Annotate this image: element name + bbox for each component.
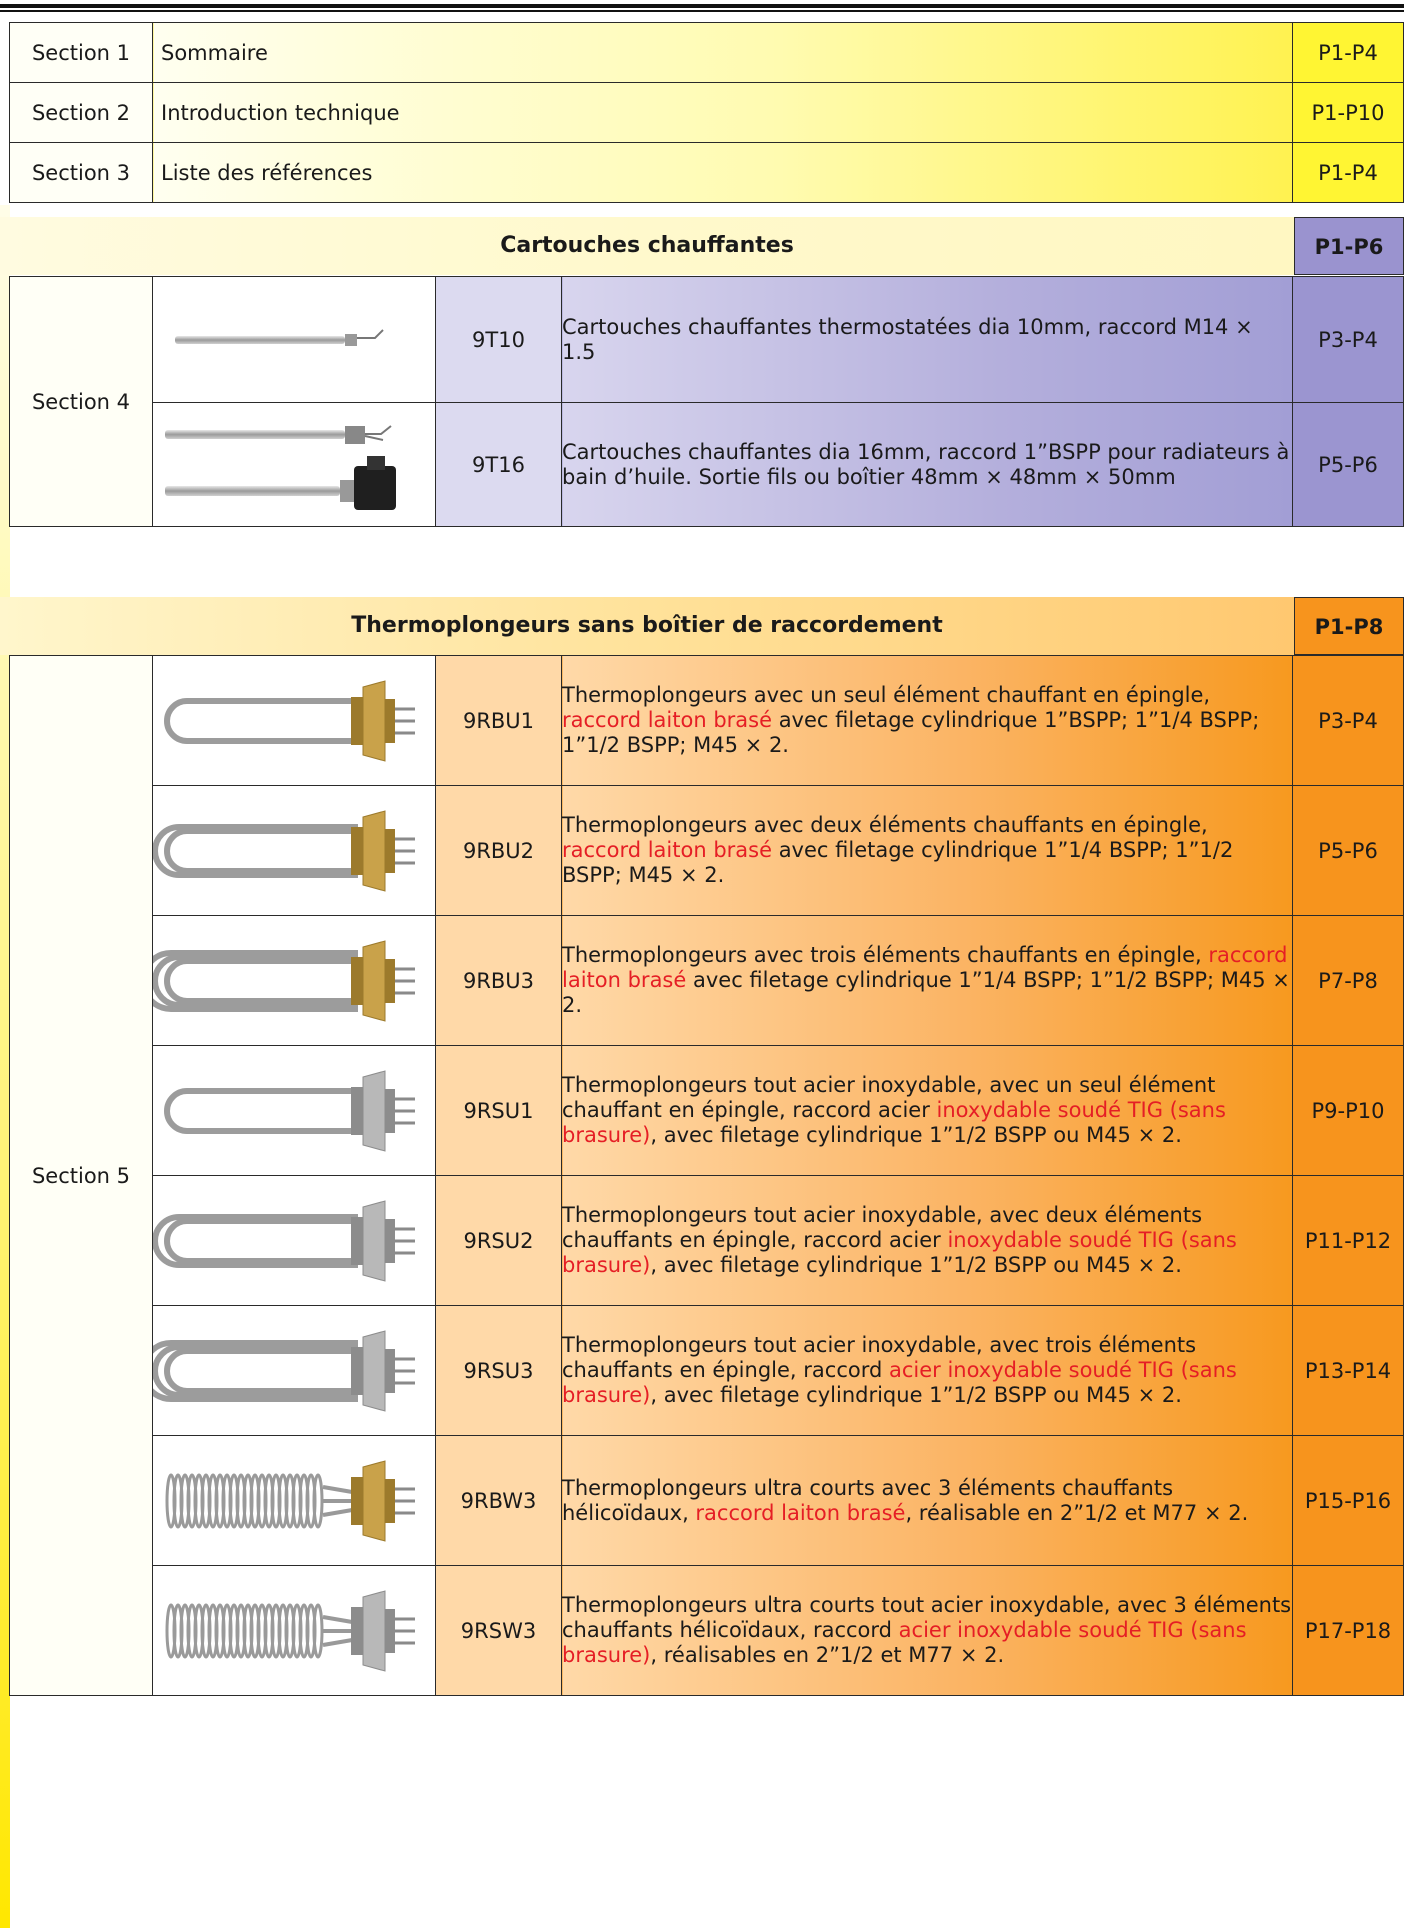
product-image bbox=[153, 1436, 436, 1566]
product-desc bbox=[562, 1566, 1293, 1696]
product-code: 9RSW3 bbox=[436, 1566, 562, 1696]
toc-title: Liste des références bbox=[153, 143, 1293, 203]
product-row[interactable] bbox=[10, 1436, 1404, 1566]
toc-section: Section 3 bbox=[10, 143, 153, 203]
product-desc bbox=[562, 1046, 1293, 1176]
group-pages: P1-P8 bbox=[1294, 597, 1404, 655]
highlighted-text: inoxydable soudé TIG (sans brasure) bbox=[562, 1098, 1226, 1147]
toc-row[interactable] bbox=[10, 83, 1404, 143]
toc-row[interactable] bbox=[10, 23, 1404, 83]
product-image bbox=[153, 1566, 436, 1696]
product-pages: P7-P8 bbox=[1293, 916, 1404, 1046]
product-pages: P3-P4 bbox=[1293, 277, 1404, 403]
immersion-heater-icon bbox=[153, 1437, 435, 1565]
desc-text: Cartouches chauffantes thermostatées dia 10mm, raccord M14 × 1.5 bbox=[562, 314, 1253, 364]
product-code: 9T16 bbox=[436, 403, 562, 527]
product-desc bbox=[562, 403, 1293, 527]
product-row[interactable] bbox=[10, 1176, 1404, 1306]
product-image bbox=[153, 277, 436, 403]
desc-text: , avec filetage cylindrique 1”1/2 BSPP ou M45 × 2. bbox=[650, 1123, 1182, 1147]
group-pages: P1-P6 bbox=[1294, 217, 1404, 275]
desc-text: avec filetage cylindrique 1”1/4 BSPP; 1”1/2 BSPP; M45 × 2. bbox=[562, 968, 1290, 1017]
product-image bbox=[153, 656, 436, 786]
toc-section: Section 2 bbox=[10, 83, 153, 143]
product-image bbox=[153, 1046, 436, 1176]
product-code: 9RSU2 bbox=[436, 1176, 562, 1306]
product-image bbox=[153, 916, 436, 1046]
highlighted-text: raccord laiton brasé bbox=[562, 943, 1288, 992]
desc-text: avec filetage cylindrique 1”BSPP; 1”1/4 BSPP; 1”1/2 BSPP; M45 × 2. bbox=[562, 708, 1260, 757]
product-row[interactable] bbox=[10, 656, 1404, 786]
product-desc bbox=[562, 656, 1293, 786]
product-desc bbox=[562, 916, 1293, 1046]
desc-text: , réalisable en 2”1/2 et M77 × 2. bbox=[905, 1500, 1249, 1525]
toc-table bbox=[9, 22, 1404, 203]
product-desc bbox=[562, 277, 1293, 403]
product-pages: P5-P6 bbox=[1293, 786, 1404, 916]
product-image bbox=[153, 1176, 436, 1306]
top-rule-thin bbox=[0, 10, 1404, 12]
product-code: 9RSU3 bbox=[436, 1306, 562, 1436]
product-row[interactable] bbox=[10, 1566, 1404, 1696]
product-row[interactable] bbox=[10, 403, 1404, 527]
product-code: 9T10 bbox=[436, 277, 562, 403]
product-code: 9RSU1 bbox=[436, 1046, 562, 1176]
product-image bbox=[153, 403, 436, 527]
toc-pages: P1-P4 bbox=[1293, 143, 1404, 203]
product-desc bbox=[562, 1436, 1293, 1566]
desc-text: Thermoplongeurs tout acier inoxydable, avec un seul élément chauffant en épingle, raccord acier bbox=[562, 1073, 1216, 1122]
highlighted-text: inoxydable soudé TIG (sans brasure) bbox=[562, 1228, 1237, 1277]
desc-text: Thermoplongeurs tout acier inoxydable, avec deux éléments chauffants en épingle, raccord acier bbox=[562, 1203, 1203, 1252]
product-pages: P17-P18 bbox=[1293, 1566, 1404, 1696]
section-label: Section 5 bbox=[10, 656, 153, 1696]
toc-pages: P1-P4 bbox=[1293, 23, 1404, 83]
product-pages: P13-P14 bbox=[1293, 1306, 1404, 1436]
product-image bbox=[153, 786, 436, 916]
desc-text: , avec filetage cylindrique 1”1/2 BSPP ou M45 × 2. bbox=[650, 1253, 1182, 1277]
immersion-heater-icon bbox=[153, 657, 435, 785]
desc-text: Thermoplongeurs ultra courts avec 3 éléments chauffants hélicoïdaux, bbox=[562, 1475, 1174, 1525]
desc-text: Thermoplongeurs avec deux éléments chauffants en épingle, bbox=[562, 813, 1208, 837]
immersion-heater-icon bbox=[153, 787, 435, 915]
product-desc bbox=[562, 786, 1293, 916]
product-pages: P5-P6 bbox=[1293, 403, 1404, 527]
product-desc bbox=[562, 1306, 1293, 1436]
desc-text: Thermoplongeurs tout acier inoxydable, avec trois éléments chauffants en épingle, raccord bbox=[562, 1333, 1197, 1382]
product-pages: P15-P16 bbox=[1293, 1436, 1404, 1566]
desc-text: Thermoplongeurs ultra courts tout acier inoxydable, avec 3 éléments chauffants hélicoïdaux, raccord bbox=[562, 1593, 1292, 1642]
section-label: Section 4 bbox=[10, 277, 153, 527]
product-row[interactable] bbox=[10, 1306, 1404, 1436]
immersion-heater-icon bbox=[153, 1307, 435, 1435]
toc-title: Sommaire bbox=[153, 23, 1293, 83]
product-pages: P11-P12 bbox=[1293, 1176, 1404, 1306]
desc-text: , réalisables en 2”1/2 et M77 × 2. bbox=[650, 1643, 1005, 1667]
toc-section: Section 1 bbox=[10, 23, 153, 83]
product-pages: P9-P10 bbox=[1293, 1046, 1404, 1176]
group-title: Thermoplongeurs sans boîtier de raccordement bbox=[351, 613, 943, 638]
highlighted-text: acier inoxydable soudé TIG (sans brasure) bbox=[562, 1618, 1247, 1667]
cartridge-box-icon bbox=[153, 404, 435, 526]
highlighted-text: raccord laiton brasé bbox=[562, 708, 773, 732]
highlighted-text: raccord laiton brasé bbox=[562, 838, 773, 862]
product-code: 9RBW3 bbox=[436, 1436, 562, 1566]
desc-text: avec filetage cylindrique 1”1/4 BSPP; 1”1/2 BSPP; M45 × 2. bbox=[562, 838, 1234, 887]
product-pages: P3-P4 bbox=[1293, 656, 1404, 786]
toc-row[interactable] bbox=[10, 143, 1404, 203]
product-desc bbox=[562, 1176, 1293, 1306]
desc-text: Cartouches chauffantes dia 16mm, raccord 1”BSPP pour radiateurs à bain d’huile. Sortie fils ou boîtier 48mm × 48mm × 50mm bbox=[562, 439, 1290, 489]
highlighted-text: raccord laiton brasé bbox=[695, 1500, 906, 1525]
group-title: Cartouches chauffantes bbox=[500, 233, 794, 258]
cartridge-icon bbox=[153, 278, 435, 402]
product-code: 9RBU3 bbox=[436, 916, 562, 1046]
immersion-heater-icon bbox=[153, 1047, 435, 1175]
product-row[interactable] bbox=[10, 277, 1404, 403]
immersion-heater-icon bbox=[153, 1567, 435, 1695]
highlighted-text: acier inoxydable soudé TIG (sans brasure) bbox=[562, 1358, 1237, 1407]
product-code: 9RBU1 bbox=[436, 656, 562, 786]
toc-title: Introduction technique bbox=[153, 83, 1293, 143]
group5-table bbox=[9, 655, 1404, 1696]
product-row[interactable] bbox=[10, 1046, 1404, 1176]
desc-text: , avec filetage cylindrique 1”1/2 BSPP ou M45 × 2. bbox=[650, 1383, 1182, 1407]
immersion-heater-icon bbox=[153, 1177, 435, 1305]
product-code: 9RBU2 bbox=[436, 786, 562, 916]
product-row[interactable] bbox=[10, 916, 1404, 1046]
product-image bbox=[153, 1306, 436, 1436]
top-rule bbox=[0, 4, 1404, 8]
toc-pages: P1-P10 bbox=[1293, 83, 1404, 143]
product-row[interactable] bbox=[10, 786, 1404, 916]
immersion-heater-icon bbox=[153, 917, 435, 1045]
desc-text: Thermoplongeurs avec un seul élément chauffant en épingle, bbox=[562, 683, 1211, 707]
group4-table bbox=[9, 276, 1404, 527]
desc-text: Thermoplongeurs avec trois éléments chauffants en épingle, bbox=[562, 943, 1209, 967]
